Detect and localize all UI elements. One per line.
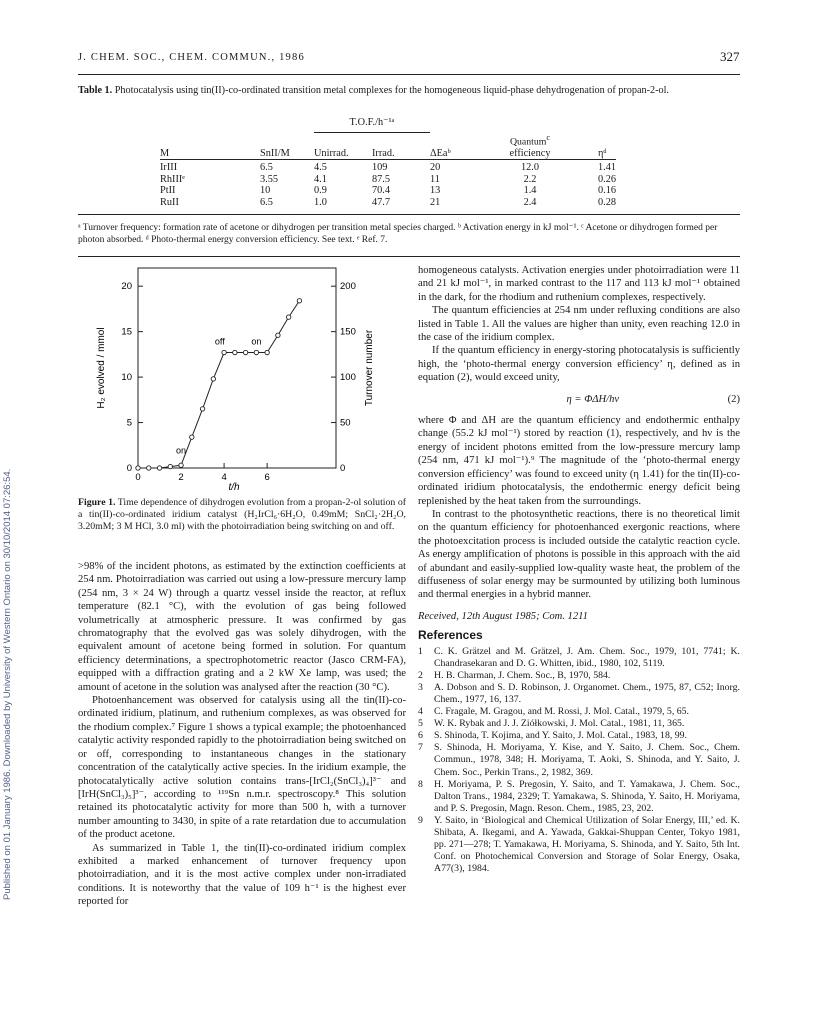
section-rule xyxy=(78,256,740,257)
left-column xyxy=(78,560,406,909)
paragraph: >98% of the incident photons, as estimated by the extinction coefficients at 254 nm. Photoirradiation was carried out using a low-pressure mercury lamp (254 nm, 3 × 24 W) through a quartz vessel inside the reactor, at reflux temperature (82.1 °C), with the evolution of gas being followed volumetrically at atmospheric pressure. It was confirmed by gas chromatography that the evolved gas was solely dihydrogen, with the equivalent amount of acetone being formed in solution. For quantum efficiency determinations, a spectrophotometric reactor (Jasco CRM-FA), equipped with a diffraction grating and a 2 kW Xe lamp, was used; the amount of acetone in the solution was analysed after the reaction (30 °C). xyxy=(78,561,406,693)
paragraph: The quantum efficiencies at 254 nm under refluxing conditions are also listed in Table 1. All the values are higher than unity, even reaching 12.0 in the case of the iridium complex. xyxy=(418,305,740,344)
equation-text: η = ΦΔH/hν xyxy=(566,393,620,405)
y2-tick-label: 100 xyxy=(340,372,356,384)
y2-tick-label: 200 xyxy=(340,281,356,293)
x-tick-label: 4 xyxy=(221,472,227,483)
reference-item: 3 A. Dobson and S. D. Robinson, J. Organomet. Chem., 1975, 87, C52; Inorg. Chem., 1977, 16, 137. xyxy=(418,681,740,705)
data-point xyxy=(243,350,247,354)
data-point xyxy=(297,299,301,303)
reference-item: 1 C. K. Grätzel and M. Grätzel, J. Am. Chem. Soc., 1979, 101, 7741; K. Chandrasekaran and D. G. Whitten, ibid., 1980, 102, 5119. xyxy=(418,645,740,669)
data-point xyxy=(254,350,258,354)
tof-group-header: T.O.F./h⁻¹ᵃ xyxy=(349,117,395,128)
data-point xyxy=(265,350,269,354)
paragraph: homogeneous catalysts. Activation energies under photoirradiation were 11 and 21 kJ mol⁻¹, in marked contrast to the 117 and 113 kJ mol⁻¹ obtained in the dark, for the rhodium and ruthenium complexes, respectively. xyxy=(418,265,740,303)
equation-2 xyxy=(418,385,740,414)
annotation-on: on xyxy=(251,336,262,347)
references-list xyxy=(418,646,740,876)
col-header: efficiency xyxy=(509,147,551,159)
table-cell: 0.16 xyxy=(598,185,617,197)
table-cell: 2.4 xyxy=(523,196,537,208)
table-label: Table 1. xyxy=(78,85,113,96)
table-cell: 0.9 xyxy=(314,185,327,197)
data-point xyxy=(157,466,161,470)
table-cell: 1.41 xyxy=(598,162,617,174)
table-cell: 6.5 xyxy=(260,162,273,174)
data-point xyxy=(179,463,183,467)
table-cell: 2.2 xyxy=(523,173,537,185)
paragraph: In contrast to the photosynthetic reactions, there is no theoretical limit on the quantum efficiency for photoenhanced exergonic reactions, where the photoexcitation process is included outside the catalytic reaction cycle. As energy amplification of photons is possible in this approach with the aid of abundant and easily-supplied low-quality waste heat, the problem of the diffuseness of solar energy may be surmounted by utilizing both luminous and thermal energies in a hybrid manner. xyxy=(418,508,740,601)
col-header: Unirrad. xyxy=(314,147,349,159)
quantum-header-top: Quantum$^c$ xyxy=(509,133,551,148)
figure-1-caption xyxy=(78,497,406,533)
y-tick-label: 0 xyxy=(126,463,132,474)
data-point xyxy=(190,435,194,439)
y-tick-label: 15 xyxy=(121,326,132,338)
paragraph: As summarized in Table 1, the tin(II)-co-ordinated iridium complex exhibited a marked enhancement of turnover frequency upon photoirradiation, and it is the most active complex under non-irradiated conditions. It is noteworthy that the value of 109 h⁻¹ is the highest ever reported for xyxy=(78,842,406,908)
table-cell: 1.4 xyxy=(523,185,537,197)
reference-item: 2 H. B. Charman, J. Chem. Soc., B, 1970, 584. xyxy=(418,669,611,681)
table-footnotes: ᵃ Turnover frequency: formation rate of acetone or dihydrogen per transition metal species charged. ᵇ Activation energy in kJ mol⁻¹. ᶜ Acetone or dihydrogen formed per photon absorbed. ᵈ Photo-thermal energy conversion efficiency. See text. ᵉ Ref. 7. xyxy=(78,223,718,245)
annotation-off: off xyxy=(214,336,225,347)
reference-item: 5 W. K. Rybak and J. J. Ziółkowski, J. Mol. Catal., 1981, 11, 365. xyxy=(418,718,685,730)
x-axis-label: t/h xyxy=(228,482,240,493)
series-line xyxy=(138,301,299,468)
y-tick-label: 20 xyxy=(121,281,132,293)
table-row xyxy=(160,174,616,186)
received-line: Received, 12th August 1985; Com. 1211 xyxy=(418,610,588,622)
data-point xyxy=(222,350,226,354)
journal-header: J. CHEM. SOC., CHEM. COMMUN., 1986 xyxy=(78,52,305,63)
figure-1-chart xyxy=(90,262,390,494)
table-cell: IrIII xyxy=(160,162,178,174)
x-tick-label: 2 xyxy=(178,472,184,483)
data-point xyxy=(147,466,151,470)
watermark-text: Published on 01 January 1986. Downloaded by University of Western Ontario on 30/10/2014 07:26:54. xyxy=(2,468,13,900)
table-cell: 6.5 xyxy=(260,196,273,208)
x-tick-label: 0 xyxy=(135,472,141,483)
table-cell: 12.0 xyxy=(520,162,540,174)
y2-tick-label: 0 xyxy=(340,463,346,474)
table-cell: 13 xyxy=(430,185,441,197)
table-cell: 10 xyxy=(260,185,271,197)
paragraph: where Φ and ΔH are the quantum efficiency and endothermic enthalpy change (55.2 kJ mol⁻¹) stored by reaction (1), respectively, and hν is the energy of incident photons emitted from the low-pressure mercury lamp (254 nm, 471 kJ mol⁻¹).⁹ The magnitude of the ‘photo-thermal energy conversion efficiency’ was found to exceed unity (η 1.41) for the tin(II)-co-ordinated iridium photocatalysis, the endothermic energy deficit being replenished by the heat taken from the surroundings. xyxy=(418,415,740,507)
table-cell: PtII xyxy=(160,185,176,197)
col-header: SnII/M xyxy=(260,147,290,159)
data-point xyxy=(276,333,280,337)
table-cell: RhIIIᵉ xyxy=(160,173,185,185)
table-cell: 1.0 xyxy=(314,196,327,208)
right-column xyxy=(418,264,740,875)
table-caption xyxy=(78,84,738,97)
paragraph: If the quantum efficiency in energy-storing photocatalysis is sufficiently high, the ‘photo-thermal energy conversion efficiency’ η, defined as in equation (2), would exceed unity, xyxy=(418,345,740,384)
table-1 xyxy=(160,117,616,208)
table-caption-text: Photocatalysis using tin(II)-co-ordinated transition metal complexes for the homogeneous liquid-phase dehydrogenation of propan-2-ol. xyxy=(114,85,669,96)
paragraph: Photoenhancement was observed for catalysis using all the tin(II)-co-ordinated iridium, platinum, and ruthenium complexes, as was observed for the rhodium complex.⁷ Figure 1 shows a typical example; the photoenhanced catalytic activity responded rapidly to the photoirradiation being switched on or off, corresponding to instantaneous changes in the stationary concentration of the catalytically active species. In the iridium example, the photocatalytically active solution contains trans-[IrCl₂(SnCl₃)₄]³⁻ and [IrH(SnCl₃)₅]³⁻, according to ¹¹⁹Sn n.m.r. spectroscopy.⁸ This solution retained its photocatalytic activity for more than 500 h, with a turnover number amounting to 3430, in spite of a rate retardation due to accumulation of the product acetone. xyxy=(78,695,406,841)
annotation-on: on xyxy=(176,445,187,456)
data-point xyxy=(200,407,204,411)
plot-frame xyxy=(138,268,336,468)
table-cell: 11 xyxy=(430,173,440,185)
table-cell: 4.5 xyxy=(314,162,327,174)
data-point xyxy=(136,466,140,470)
y-axis-label: H₂ evolved / mmol xyxy=(96,327,107,409)
table-cell: 47.7 xyxy=(372,196,391,208)
table-row xyxy=(160,162,616,174)
col-header: M xyxy=(160,147,170,159)
table-cell: 87.5 xyxy=(372,173,391,185)
col-header: Irrad. xyxy=(372,147,395,159)
table-header-row xyxy=(160,148,616,160)
reference-item: 8 H. Moriyama, P. S. Pregosin, Y. Saito, and T. Yamakawa, J. Chem. Soc., Dalton Trans., 1984, 2329; T. Yamakawa, S. Shinoda, Y. Saito, H. Moriyama, and P. S. Pregosin, Magn. Reson. Chem., 1985, 23, 202. xyxy=(418,778,740,814)
reference-item: 7 S. Shinoda, H. Moriyama, Y. Kise, and Y. Saito, J. Chem. Soc., Chem. Commun., 1978, 348; H. Moriyama, T. Aoki, S. Shinoda, and Y. Saito, J. Chem. Soc., Perkin Trans., 2, 1982, 369. xyxy=(418,742,740,778)
figure-caption-text: Time dependence of dihydrogen evolution from a propan-2-ol solution of a tin(II)-co-ordinated iridium catalyst (H₂IrCl₆·6H₂O, 0.49mM; SnCl₂·2H₂O, 3.20mM; 3 M HCl, 3.0 ml) with the photoirradiation being switching on and off. xyxy=(78,497,406,532)
y-tick-label: 10 xyxy=(121,372,132,384)
table-cell: 4.1 xyxy=(314,173,327,185)
header-rule xyxy=(78,74,740,75)
table-cell: 20 xyxy=(430,162,441,174)
table-row xyxy=(160,185,616,197)
x-tick-label: 6 xyxy=(264,472,270,483)
col-header: ηᵈ xyxy=(598,147,607,159)
references-heading: References xyxy=(418,628,483,643)
table-cell: 3.55 xyxy=(260,173,279,185)
data-point xyxy=(168,464,172,468)
reference-item: 4 C. Fragale, M. Gragou, and M. Rossi, J. Mol. Catal., 1979, 5, 65. xyxy=(418,706,689,718)
table-bottom-rule xyxy=(78,214,740,215)
reference-item: 9 Y. Saito, in ‘Biological and Chemical Utilization of Solar Energy, III,’ ed. K. Shibata, A. Ikegami, and A. Yawada, Gakkai-Shuppan Center, Tokyo 1981, pp. 271—278; T. Yamakawa, H. Moriyama, S. Shinoda, and Y. Saito, 5th Int. Conf. on Photochemical Conversion and Storage of Solar Energy, Osaka, A77(3), 1984. xyxy=(418,814,740,875)
page-number: 327 xyxy=(720,49,740,64)
table-row xyxy=(160,197,616,209)
reference-item: 6 S. Shinoda, T. Kojima, and Y. Saito, J. Mol. Catal., 1983, 18, 99. xyxy=(418,730,687,742)
data-point xyxy=(211,377,215,381)
table-cell: 21 xyxy=(430,196,441,208)
y2-tick-label: 150 xyxy=(340,326,356,338)
data-point xyxy=(286,315,290,319)
table-cell: 0.26 xyxy=(598,173,617,185)
data-point xyxy=(233,350,237,354)
col-header: ΔEaᵇ xyxy=(430,147,451,159)
table-cell: RuII xyxy=(160,196,179,208)
y2-axis-label: Turnover number xyxy=(364,329,375,407)
download-watermark xyxy=(2,140,16,900)
table-cell: 109 xyxy=(372,162,388,174)
table-cell: 70.4 xyxy=(372,185,391,197)
table-cell: 0.28 xyxy=(598,196,617,208)
equation-number: (2) xyxy=(727,393,740,405)
y2-tick-label: 50 xyxy=(340,417,351,429)
figure-label: Figure 1. xyxy=(78,497,116,508)
y-tick-label: 5 xyxy=(126,417,132,429)
